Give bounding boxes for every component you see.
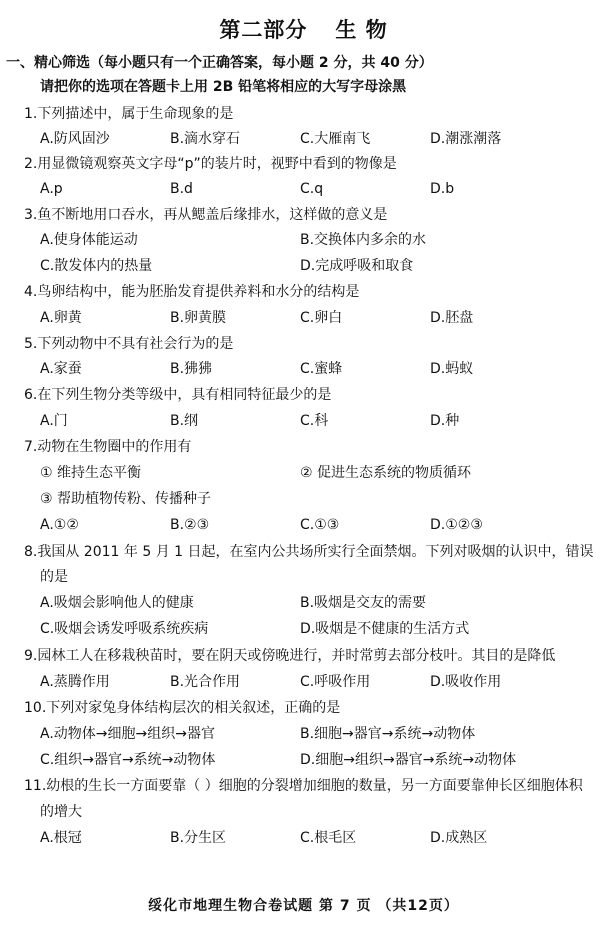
- question-9-stem: 9.园林工人在移栽秧苗时，要在阴天或傍晚进行，并时常剪去部分枝叶。其目的是降低: [24, 648, 556, 664]
- question-4-option-c: C.卵白: [300, 310, 343, 326]
- question-3-stem: 3.鱼不断地用口吞水，再从鳃盖后缘排水，这样做的意义是: [24, 207, 388, 223]
- question-9-option-b: B.光合作用: [170, 674, 241, 690]
- question-11-option-c: C.根毛区: [300, 830, 357, 846]
- question-8-stem: 8.我国从 2011 年 5 月 1 日起，在室内公共场所实行全面禁烟。下列对吸烟的认识中，错误: [24, 544, 594, 560]
- question-11-stem-cont: 的增大: [40, 804, 82, 820]
- question-6-option-b: B.纲: [170, 413, 199, 429]
- question-4-stem: 4.鸟卵结构中，能为胚胎发育提供养料和水分的结构是: [24, 284, 360, 300]
- question-6-stem: 6.在下列生物分类等级中，具有相同特征最少的是: [24, 387, 332, 403]
- question-5-option-d: D.蚂蚁: [430, 361, 474, 377]
- question-3-option-d: D.完成呼吸和取食: [300, 258, 414, 274]
- question-7-option-a: A.①②: [40, 517, 79, 533]
- question-11-option-d: D.成熟区: [430, 830, 488, 846]
- question-8-option-c: C.吸烟会诱发呼吸系统疾病: [40, 621, 209, 637]
- question-5-option-b: B.狒狒: [170, 361, 213, 377]
- question-7-option-d: D.①②③: [430, 517, 483, 533]
- section-instruction: 请把你的选项在答题卡上用 2B 铅笔将相应的大写字母涂黑: [40, 79, 407, 95]
- section-heading: 一、精心筛选（每小题只有一个正确答案，每小题 2 分，共 40 分）: [6, 55, 433, 71]
- question-10-option-d: D.细胞→组织→器官→系统→动物体: [300, 752, 517, 768]
- question-9-option-c: C.呼吸作用: [300, 674, 371, 690]
- question-7-item-1: ① 维持生态平衡: [40, 465, 142, 481]
- question-5-option-c: C.蜜蜂: [300, 361, 343, 377]
- question-5-stem: 5.下列动物中不具有社会行为的是: [24, 336, 234, 352]
- question-10-option-a: A.动物体→细胞→组织→器官: [40, 726, 215, 742]
- question-10-option-c: C.组织→器官→系统→动物体: [40, 752, 216, 768]
- question-2-option-d: D.b: [430, 181, 455, 197]
- question-1-stem: 1.下列描述中，属于生命现象的是: [24, 106, 234, 122]
- question-10-stem: 10.下列对家兔身体结构层次的相关叙述，正确的是: [24, 700, 341, 716]
- question-8-option-d: D.吸烟是不健康的生活方式: [300, 621, 470, 637]
- question-8-option-b: B.吸烟是交友的需要: [300, 595, 427, 611]
- question-5-option-a: A.家蚕: [40, 361, 82, 377]
- page-title: [0, 14, 607, 44]
- question-1-option-c: C.大雁南飞: [300, 131, 371, 147]
- question-10-option-b: B.细胞→器官→系统→动物体: [300, 726, 476, 742]
- question-7-option-b: B.②③: [170, 517, 210, 533]
- question-8-option-a: A.吸烟会影响他人的健康: [40, 595, 194, 611]
- question-1-option-a: A.防风固沙: [40, 131, 110, 147]
- question-4-option-a: A.卵黄: [40, 310, 82, 326]
- question-2-option-a: A.p: [40, 181, 63, 197]
- question-7-option-c: C.①③: [300, 517, 340, 533]
- question-2-option-c: C.q: [300, 181, 324, 197]
- question-4-option-b: B.卵黄膜: [170, 310, 227, 326]
- question-4-option-d: D.胚盘: [430, 310, 474, 326]
- question-6-option-a: A.门: [40, 413, 68, 429]
- question-6-option-d: D.种: [430, 413, 460, 429]
- page-footer: 绥化市地理生物合卷试题 第 7 页 （共12页）: [148, 898, 459, 914]
- question-2-stem: 2.用显微镜观察英文字母“p”的装片时，视野中看到的物像是: [24, 156, 397, 172]
- question-3-option-b: B.交换体内多余的水: [300, 232, 427, 248]
- question-1-option-b: B.滴水穿石: [170, 131, 241, 147]
- question-9-option-d: D.吸收作用: [430, 674, 502, 690]
- title-subject: 生 物: [335, 18, 388, 42]
- question-7-stem: 7.动物在生物圈中的作用有: [24, 439, 192, 455]
- question-7-item-2: ② 促进生态系统的物质循环: [300, 465, 472, 481]
- question-6-option-c: C.科: [300, 413, 329, 429]
- question-3-option-a: A.使身体能运动: [40, 232, 138, 248]
- question-11-option-a: A.根冠: [40, 830, 82, 846]
- title-part: 第二部分: [219, 18, 308, 42]
- question-8-stem-cont: 的是: [40, 569, 68, 585]
- question-11-stem: 11.幼根的生长一方面要靠（ ）细胞的分裂增加细胞的数量，另一方面要靠伸长区细胞体积: [24, 778, 583, 794]
- question-9-option-a: A.蒸腾作用: [40, 674, 110, 690]
- question-1-option-d: D.潮涨潮落: [430, 131, 502, 147]
- question-7-item-3: ③ 帮助植物传粉、传播种子: [40, 491, 212, 507]
- question-2-option-b: B.d: [170, 181, 193, 197]
- question-3-option-c: C.散发体内的热量: [40, 258, 153, 274]
- question-11-option-b: B.分生区: [170, 830, 227, 846]
